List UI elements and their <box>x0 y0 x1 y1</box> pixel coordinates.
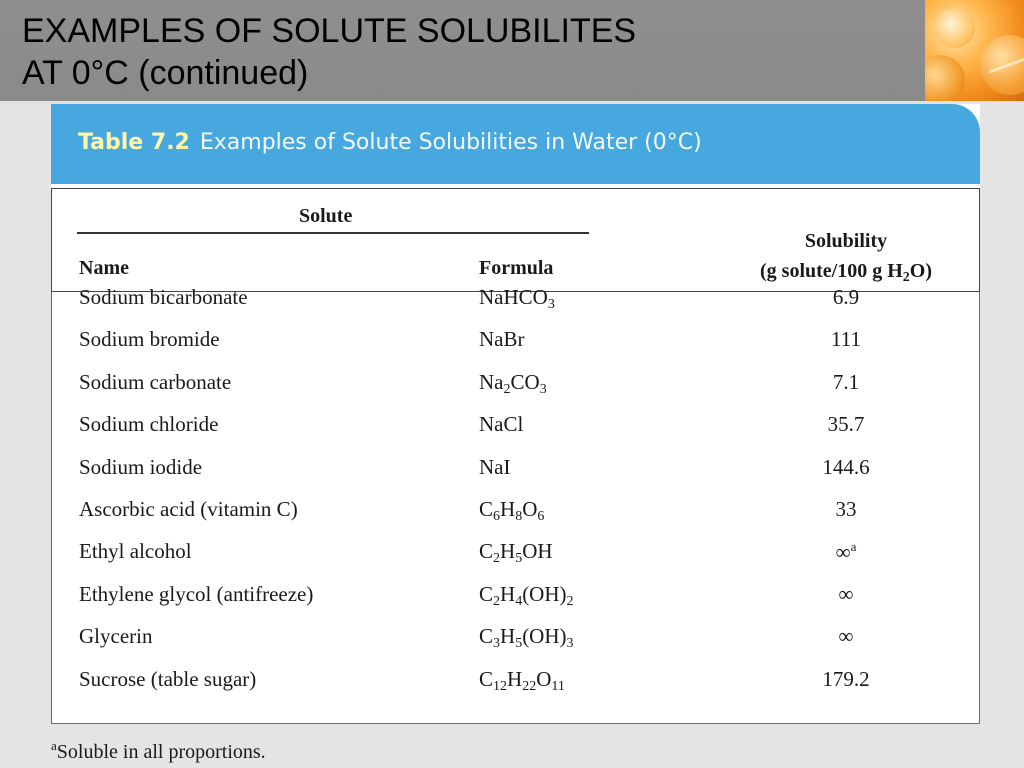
solubility-unit-text: (g solute/100 g H <box>760 260 903 282</box>
solubility-value-cell <box>741 497 951 522</box>
solute-name-cell: Sodium bromide <box>79 327 220 352</box>
table-caption-band <box>51 104 980 184</box>
table-row <box>51 327 980 357</box>
formula-text: NaI <box>479 454 511 479</box>
solubility-value-cell <box>741 667 951 692</box>
table-title: Examples of Solute Solubilities in Water (0°C) <box>199 130 702 155</box>
solute-formula-cell <box>479 539 553 567</box>
pill-shape <box>935 8 975 48</box>
formula-subscript: 22 <box>522 678 537 694</box>
formula-text: H <box>500 497 516 521</box>
slide-title <box>22 10 636 94</box>
formula-text: NaCl <box>479 412 524 437</box>
solute-formula-cell <box>479 370 547 398</box>
table-row <box>51 624 980 654</box>
solute-formula-cell <box>479 667 565 695</box>
solubility-value-cell <box>741 285 951 310</box>
table-row <box>51 539 980 569</box>
solubility-unit-subscript: 2 <box>902 270 910 285</box>
solubility-value-cell <box>741 327 951 352</box>
solute-group-header: Solute <box>299 205 353 227</box>
solute-formula-cell <box>479 497 544 525</box>
slide-title-line-2: AT 0°C (continued) <box>22 54 309 92</box>
formula-subscript: 6 <box>537 509 545 524</box>
formula-subscript: 3 <box>547 297 555 312</box>
formula-subscript: 2 <box>503 381 511 397</box>
formula-text: (OH) <box>522 581 567 606</box>
orange-pills-image <box>925 0 1024 101</box>
solubility-value-cell <box>741 624 951 649</box>
formula-text: H <box>500 539 516 564</box>
table-footnote <box>51 738 266 764</box>
table-row <box>51 370 980 400</box>
formula-text: C <box>479 666 494 691</box>
formula-subscript: 2 <box>566 593 574 609</box>
formula-subscript: 5 <box>515 636 523 652</box>
formula-subscript: 6 <box>493 509 501 524</box>
table-row <box>51 285 980 315</box>
solubility-value: 111 <box>831 327 861 352</box>
table-row <box>51 582 980 612</box>
formula-text: CO <box>510 369 540 394</box>
formula-subscript: 3 <box>566 636 574 652</box>
formula-text: NaBr <box>479 327 525 352</box>
formula-subscript: 4 <box>515 593 523 609</box>
formula-subscript: 2 <box>493 551 501 567</box>
formula-text: H <box>500 581 516 606</box>
formula-text: C <box>479 539 494 564</box>
formula-text: C <box>479 497 494 521</box>
solubility-value-cell <box>741 539 951 565</box>
solubility-column-header <box>741 226 951 293</box>
formula-text: O <box>536 666 552 691</box>
solute-name-cell: Sodium iodide <box>79 454 203 479</box>
table-row <box>51 455 980 485</box>
solute-formula-cell <box>479 624 574 652</box>
solubility-value-cell <box>741 370 951 395</box>
solute-name-cell: Ethyl alcohol <box>79 539 192 564</box>
formula-text: C <box>479 581 494 606</box>
footnote-marker: a <box>51 738 57 753</box>
formula-subscript: 5 <box>515 551 523 567</box>
solubility-value: 35.7 <box>827 412 865 437</box>
solute-formula-cell <box>479 285 555 313</box>
solubility-value-cell <box>741 412 951 437</box>
solubility-value: ∞ <box>835 540 851 565</box>
slide-title-line-1: EXAMPLES OF SOLUTE SOLUBILITES <box>22 12 637 50</box>
formula-text: H <box>500 624 516 649</box>
solute-formula-cell <box>479 412 523 437</box>
formula-text: O <box>522 497 538 521</box>
solubility-value-cell <box>741 582 951 607</box>
table-number: Table 7.2 <box>78 130 190 155</box>
formula-text: (OH) <box>522 624 567 649</box>
solubility-value: 144.6 <box>822 454 870 479</box>
solubility-table-panel <box>51 104 980 724</box>
solute-formula-cell <box>479 455 510 480</box>
formula-subscript: 12 <box>493 678 508 694</box>
table-caption <box>78 130 702 155</box>
solubility-value: 6.9 <box>832 285 860 309</box>
table-row <box>51 497 980 527</box>
solute-formula-cell <box>479 582 574 610</box>
pill-shape <box>980 35 1024 95</box>
formula-text: H <box>507 666 523 691</box>
solute-name-cell: Sodium bicarbonate <box>79 285 248 309</box>
solubility-value: ∞ <box>838 624 854 649</box>
formula-subscript: 8 <box>515 509 523 524</box>
solute-header-rule <box>77 232 589 234</box>
formula-subscript: 3 <box>539 381 547 397</box>
solubility-value: ∞ <box>838 581 854 606</box>
solubility-value: 33 <box>835 497 857 521</box>
solubility-value-cell <box>741 455 951 480</box>
solubility-value: 179.2 <box>822 666 870 691</box>
formula-column-header: Formula <box>479 257 554 279</box>
table-row <box>51 412 980 442</box>
solubility-unit-text-end: O) <box>909 260 932 282</box>
pill-shape <box>925 55 965 101</box>
solute-formula-cell <box>479 327 525 352</box>
formula-text: NaHCO <box>479 285 548 309</box>
formula-subscript: 11 <box>551 678 565 694</box>
footnote-reference: a <box>850 539 857 555</box>
solute-name-cell: Glycerin <box>79 624 153 649</box>
solute-name-cell: Sodium carbonate <box>79 369 232 394</box>
footnote-text: Soluble in all proportions. <box>56 741 266 763</box>
solubility-value: 7.1 <box>832 369 860 394</box>
table-row <box>51 667 980 697</box>
formula-text: Na <box>479 369 504 394</box>
formula-text: OH <box>522 539 553 564</box>
solubility-header-line-1: Solubility <box>804 230 888 252</box>
formula-text: C <box>479 624 494 649</box>
name-column-header: Name <box>79 257 129 279</box>
formula-subscript: 3 <box>493 636 501 652</box>
formula-subscript: 2 <box>493 593 501 609</box>
solute-name-cell: Sodium chloride <box>79 412 219 437</box>
solute-name-cell: Ascorbic acid (vitamin C) <box>79 497 298 521</box>
solute-name-cell: Ethylene glycol (antifreeze) <box>79 581 314 606</box>
solute-name-cell: Sucrose (table sugar) <box>79 666 257 691</box>
title-bar <box>0 0 1024 101</box>
